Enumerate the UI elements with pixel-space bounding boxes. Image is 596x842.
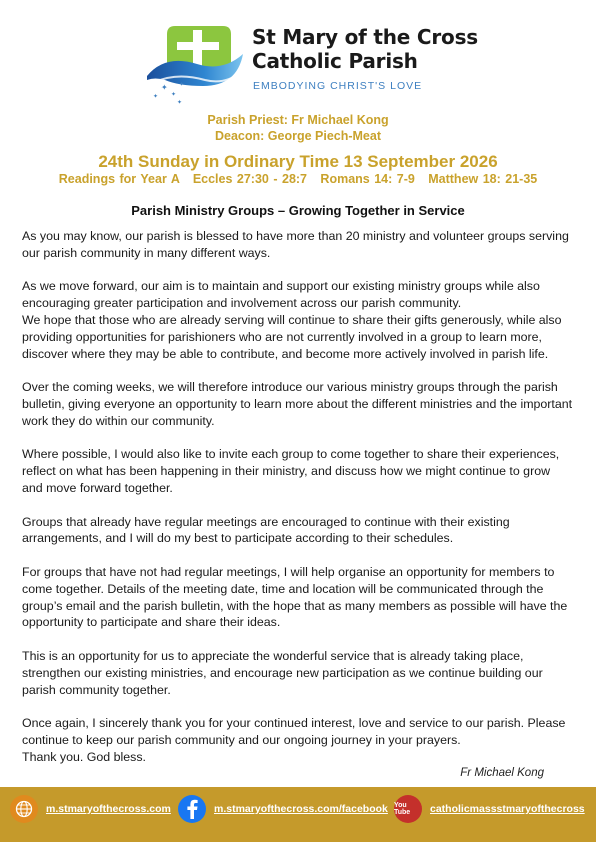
youtube-link-group[interactable]: [394, 787, 585, 831]
signature: Fr Michael Kong: [460, 767, 544, 779]
parish-priest: Parish Priest: Fr Michael Kong: [207, 113, 389, 127]
article-paragraph: As you may know, our parish is blessed to have more than 20 ministry and volunteer groups serving our parish community in many different ways.: [22, 229, 569, 260]
facebook-icon: [178, 795, 206, 823]
website-link[interactable]: m.stmaryofthecross.com: [46, 803, 171, 815]
youtube-icon: [394, 795, 422, 823]
article-body: [22, 228, 574, 766]
youtube-icon-text: You Tube: [394, 802, 411, 816]
parish-name-line2: Catholic Parish: [252, 49, 418, 73]
article-paragraph: Once again, I sincerely thank you for your continued interest, love and service to our parish. Please continue to keep our parish community and our ongoing journey in your prayers.: [22, 716, 566, 747]
parish-name-line1: St Mary of the Cross: [252, 25, 479, 49]
article-paragraph: Thank you. God bless.: [22, 749, 146, 764]
facebook-link-group[interactable]: [178, 787, 388, 831]
facebook-link[interactable]: m.stmaryofthecross.com/facebook: [214, 803, 388, 815]
svg-text:✦: ✦: [177, 100, 183, 106]
article-paragraph: For groups that have not had regular meetings, I will help organise an opportunity for members to come together. Details of the meeting date, time and location will be communicated through the group’s email and the parish bulletin, with the hope that as many members as possible will have the opportunity to participate and share their ideas.: [22, 564, 568, 630]
article-paragraph: As we move forward, our aim is to maintain and support our existing ministry groups while also encouraging greater participation and involvement across our parish community.: [22, 279, 540, 311]
article-paragraph: Over the coming weeks, we will therefore introduce our various ministry groups through the parish bulletin, giving everyone an opportunity to learn more about the different ministries and the important work they do within our community.: [22, 380, 573, 428]
article-paragraph: Groups that already have regular meetings are encouraged to continue with their existing arrangements, and I will do my best to participate according to their schedules.: [22, 514, 510, 546]
deacon: Deacon: George Piech-Meat: [214, 129, 381, 143]
svg-text:✦: ✦: [161, 83, 168, 92]
readings-line: Readings for Year A Eccles 27:30 - 28:7 Romans 14: 7-9 Matthew 18: 21-35: [58, 172, 538, 186]
bulletin-header: [0, 0, 596, 110]
svg-text:✦: ✦: [153, 94, 159, 100]
svg-text:✦: ✦: [179, 82, 185, 88]
website-link-group[interactable]: [10, 787, 171, 831]
globe-icon: [10, 795, 38, 823]
svg-text:✦: ✦: [171, 92, 177, 98]
article-title: Parish Ministry Groups – Growing Together in Service: [131, 203, 465, 218]
liturgical-date: 24th Sunday in Ordinary Time 13 September 2026: [98, 152, 498, 171]
article-paragraph: We hope that those who are already serving will continue to share their gifts generously, while also providing opportunities for parishioners who are not currently involved in a group to learn more, discover where they may be able to contribute, and become more actively involved in parish life.: [22, 312, 562, 361]
cross-wave-logo-icon: [145, 24, 245, 106]
parish-tagline: EMBODYING CHRIST'S LOVE: [253, 80, 423, 92]
article-paragraph: This is an opportunity for us to appreciate the wonderful service that is already taking place, strengthen our existing ministries, and encourage new participation as we continue building our parish community together.: [22, 648, 543, 697]
footer-bar: [0, 787, 596, 842]
youtube-link[interactable]: catholicmassstmaryofthecross: [430, 803, 585, 815]
parish-name: [252, 25, 478, 73]
article-paragraph: Where possible, I would also like to invite each group to come together to share their experiences, reflect on what has been happening in their ministry, and discuss how we might continue to grow and move forward together.: [22, 447, 560, 495]
